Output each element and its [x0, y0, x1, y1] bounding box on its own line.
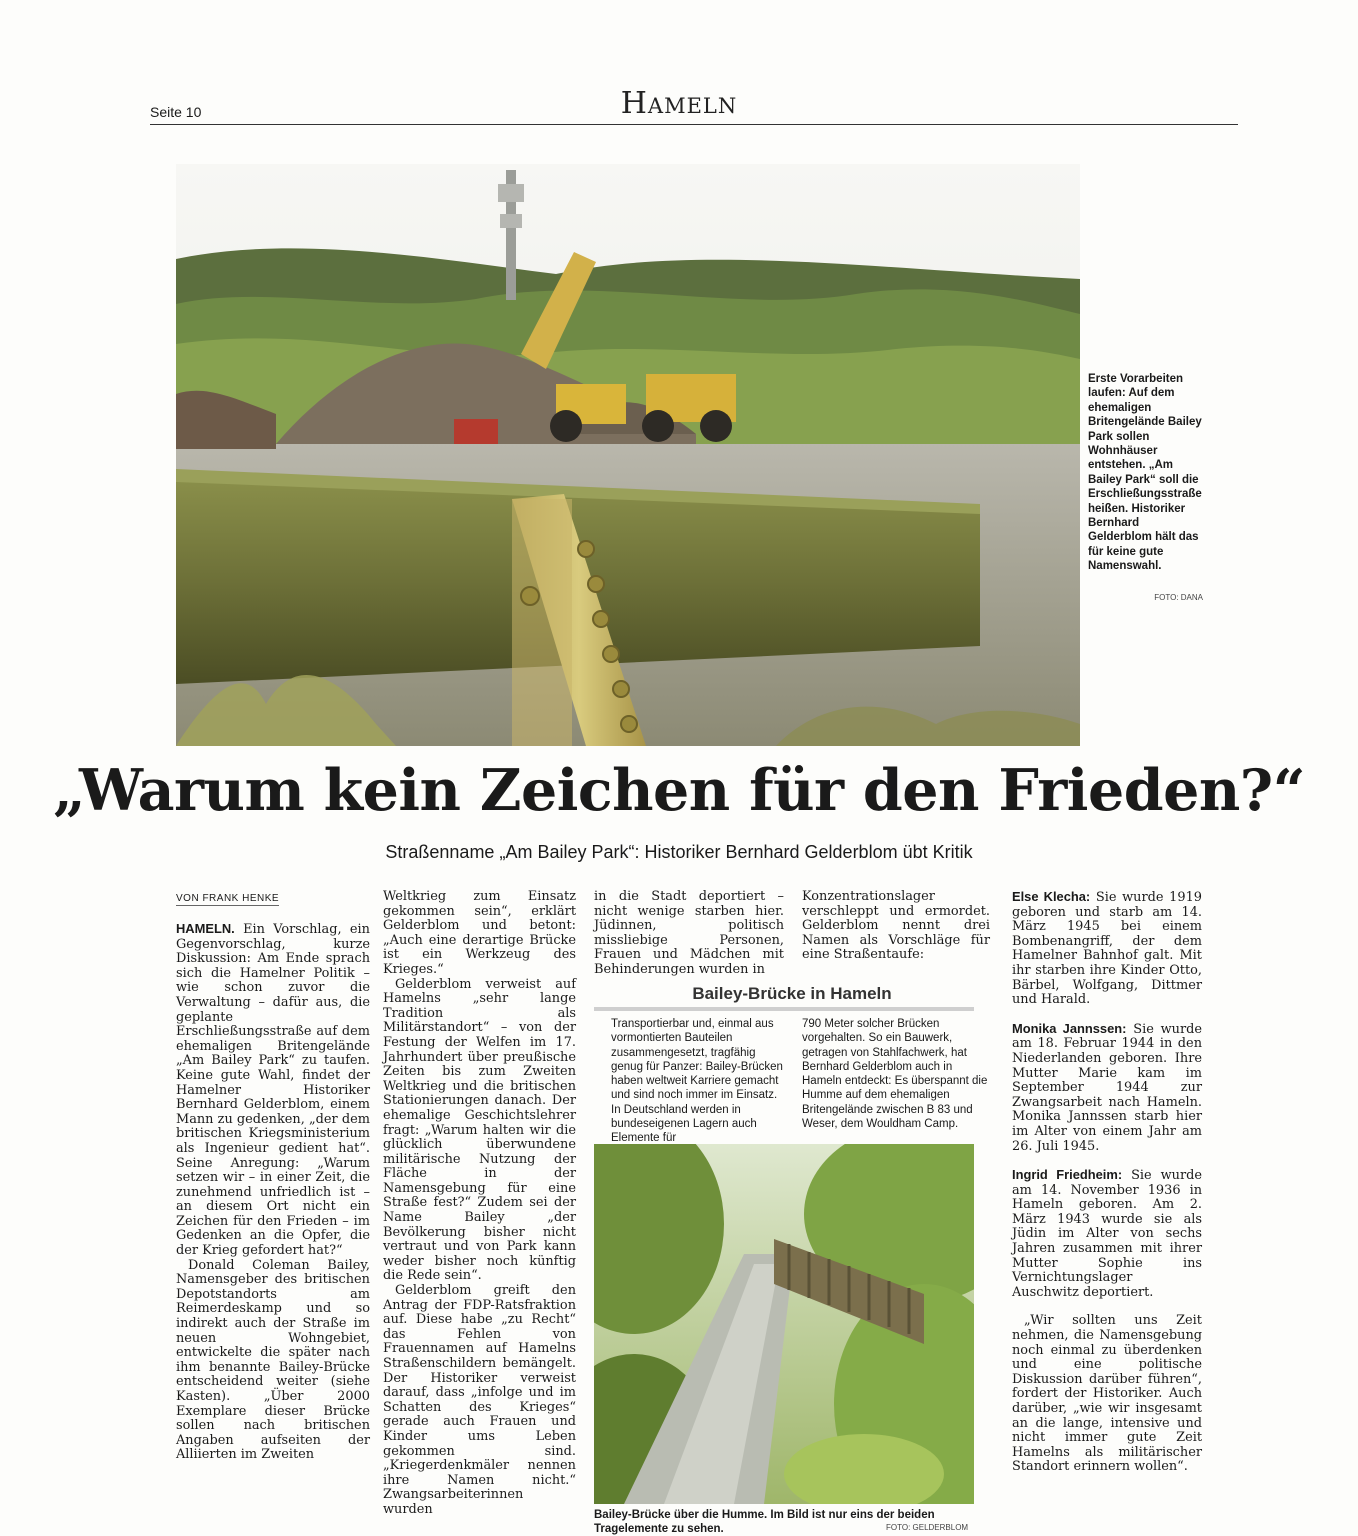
article-column-5: [1012, 890, 1202, 1475]
header-rule: [150, 124, 1238, 125]
author-byline: VON FRANK HENKE: [176, 893, 280, 904]
bridge-photo-caption: Bailey-Brücke über die Humme. Im Bild ist nur eins der beiden Tragelemente zu sehen.: [594, 1509, 935, 1535]
victim-entry: [1012, 1168, 1202, 1300]
article-paragraph: [176, 922, 370, 1259]
article-paragraph: Weltkrieg zum Einsatz gekommen sein“, erklärt Gelderblom und betont: „Auch eine derartige Brücke ist ein Werkzeug des Krieges.“: [383, 889, 576, 977]
section-title: Hameln: [620, 86, 738, 121]
bridge-photo: [594, 1144, 974, 1504]
victim-text: Sie wurde am 14. November 1936 in Hameln geboren. Am 2. März 1943 wurde sie als Jüdin im Alter von sechs Jahren zusammen mit ihrer Mutter Sophie ins Vernichtungslager Auschwitz deportiert.: [1012, 1168, 1203, 1300]
article-paragraph: Gelderblom verweist auf Hamelns „sehr lange Tradition als Militärstandort“ – von der Festung der Welfen im 17. Jahrhundert über preußische Zeiten bis zum Zweiten Weltkrieg und die britischen Stationierungen danach. Der ehemalige Geschichtslehrer fragt: „Warum halten wir die glücklich überwundene militärische Nutzung der Fläche in der Namensgebung für eine Straße fest?“ Zudem sei der Name Bailey „der Bevölkerung bisher nicht vertraut und von Park kann weder bisher noch künftig die Rede sein“.: [383, 976, 576, 1284]
infobox-column-1: Transportierbar und, einmal aus vormontierten Bauteilen zusammengesetzt, tragfähig genug für Panzer: Bailey-Brücken haben weltweit Karriere gemacht und sind noch immer im Einsatz. In Deutschland werden in bundeseigenen Lagern auch Elemente für: [611, 1018, 783, 1145]
victim-text: Sie wurde am 18. Februar 1944 in den Niederlanden geboren. Ihre Mutter Marie kam im September 1944 zur Zwangsarbeit nach Hameln. Monika Jannssen starb hier im Alter von einem Jahr am 26. Juli 1945.: [1012, 1021, 1203, 1154]
page-number: Seite 10: [150, 104, 202, 120]
article-column-2: [383, 890, 576, 1518]
victim-name: Monika Jannssen:: [1012, 1020, 1127, 1036]
victim-entry: [1012, 890, 1202, 1008]
article-paragraph: Donald Coleman Bailey, Namensgeber des britischen Depotstandorts am Reimerdeskamp und so indirekt auch der Straße im neuen Wohngebiet, entwickelte die später nach ihm benannte Bailey-Brücke entscheidend weiter (siehe Kasten). „Über 2000 Exemplare dieser Brücke sollen nach britischen Angaben aufseiten der Alliierten im Zweiten: [176, 1257, 370, 1463]
article-column-1: [176, 922, 370, 1463]
article-paragraph: in die Stadt deportiert – nicht wenige starben hier. Jüdinnen, politisch missliebige Personen, Frauen und Mädchen mit Behinderungen wurden in: [594, 889, 784, 977]
main-photo: [176, 164, 1080, 746]
closing-paragraph: „Wir sollten uns Zeit nehmen, die Namensgebung noch einmal zu überdenken und eine politische Diskussion darüber führen“, fordert der Historiker. Auch darüber, „wie wir insgesamt an die lange, intensive und nicht immer gute Zeit Hamelns als militärischer Standort erinnern wollen“.: [1012, 1313, 1202, 1475]
victim-entry: [1012, 1022, 1202, 1154]
infobox-rule: [594, 1007, 974, 1011]
dateline: HAMELN.: [176, 921, 235, 936]
victim-text: Sie wurde 1919 geboren und starb am 14. März 1945 bei einem Bombenangriff, der dem Hamelner Bahnhof galt. Mit ihr starben ihre Kinder Otto, Bärbel, Wolfgang, Dittmer und Harald.: [1012, 890, 1202, 1008]
article-paragraph: Gelderblom greift den Antrag der FDP-Ratsfraktion auf. Diese habe „zu Recht“ das Fehlen von Frauennamen auf Hamelns Straßenschildern bemängelt. Der Historiker verweist darauf, dass „infolge und im Schatten des Krieges“ gerade auch Frauen und Kinder ums Leben gekommen sind. „Kriegerdenkmäler nennen ihre Namen nicht.“ Zwangsarbeiterinnen wurden: [383, 1283, 576, 1517]
photo-caption: Erste Vorarbeiten laufen: Auf dem ehemaligen Britengelände Bailey Park sollen Wohnhäuser entstehen. „Am Bailey Park“ soll die Erschließungsstraße heißen. Historiker Bernhard Gelderblom hält das für keine gute Namenswahl.: [1088, 373, 1202, 573]
subheadline: Straßenname „Am Bailey Park“: Historiker Bernhard Gelderblom übt Kritik: [385, 842, 973, 862]
victim-name: Else Klecha:: [1012, 889, 1091, 904]
article-paragraph: Konzentrationslager verschleppt und ermordet. Gelderblom nennt drei Namen als Vorschläge für eine Straßentaufe:: [802, 889, 990, 963]
article-column-4: [802, 890, 990, 963]
article-column-3: [594, 890, 784, 978]
headline: „Warum kein Zeichen für den Frieden?“: [53, 757, 1305, 824]
photo-credit: FOTO: DANA: [1154, 593, 1203, 602]
bridge-photo-credit: FOTO: GELDERBLOM: [886, 1523, 969, 1532]
construction-site-image: [176, 164, 1080, 746]
infobox-column-2: 790 Meter solcher Brücken vorgehalten. So ein Bauwerk, getragen von Stahlfachwerk, hat Bernhard Gelderblom auch in Hameln entdeckt: Es überspannt die Humme auf dem ehemaligen Britengelände zwischen B 83 und Weser, dem Wouldham Camp.: [802, 1018, 988, 1131]
bridge-image: [594, 1144, 974, 1504]
paragraph-text: Ein Vorschlag, ein Gegenvorschlag, kurze Diskussion: Am Ende sprach sich die Hamelner Politik – wie schon zuvor die Verwaltung – dafür aus, die geplante Erschließungsstraße auf dem ehemaligen Britengelände „Am Bailey Park“ zu taufen. Keine gute Wahl, findet der Hamelner Historiker Bernhard Gelderblom, einem Mann zu gedenken, „der dem britischen Kriegsministerium als Ingenieur gedient hat“. Seine Anregung: „Warum setzen wir – in einer Zeit, die zunehmend unfriedlich ist – an diesem Ort nicht ein Zeichen für den Frieden – im Gedenken an die Opfer, die der Krieg gefordert hat?“: [176, 922, 370, 1259]
victim-name: Ingrid Friedheim:: [1012, 1167, 1123, 1183]
infobox-title: Bailey-Brücke in Hameln: [692, 984, 892, 1003]
